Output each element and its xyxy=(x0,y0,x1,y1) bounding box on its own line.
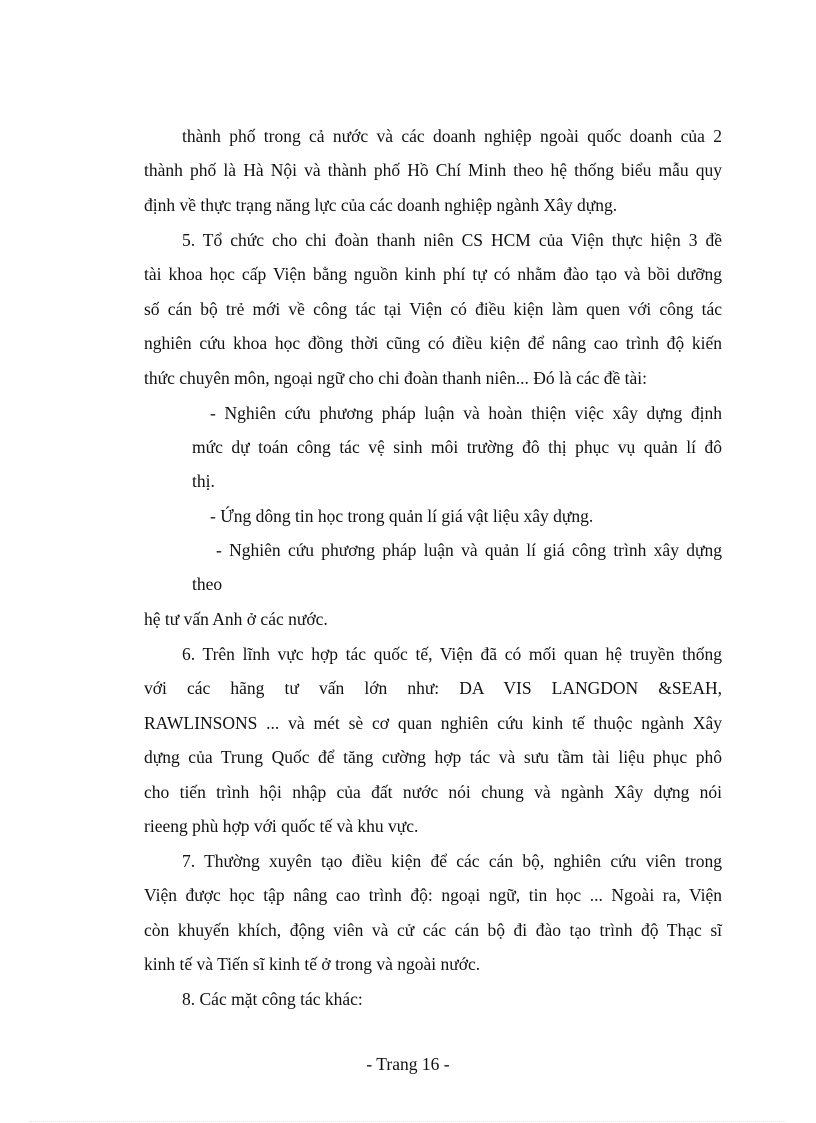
text-line: mức dự toán công tác vệ sinh môi trường đô thị phục vụ quản lí đô xyxy=(192,437,722,457)
text-line: 8. Các mặt công tác khác: xyxy=(182,989,363,1009)
text-line: tài khoa học cấp Viện bằng nguồn kinh phí tự có nhằm đào tạo và bồi dưỡng xyxy=(144,264,722,284)
text-line: thành phố trong cả nước và các doanh nghiệp ngoài quốc doanh của 2 xyxy=(182,126,722,146)
page-number-footer: - Trang 16 - xyxy=(366,1054,450,1074)
text-line: dựng của Trung Quốc để tăng cường hợp tác và sưu tầm tài liệu phục phô xyxy=(144,747,722,767)
text-line: thức chuyên môn, ngoại ngữ cho chi đoàn thanh niên... Đó là các đề tài: xyxy=(144,368,647,388)
text-line: còn khuyến khích, động viên và cử các cán bộ đi đào tạo trình độ Thạc sĩ xyxy=(144,920,722,940)
text-line: RAWLINSONS ... và mét sè cơ quan nghiên cứu kinh tế thuộc ngành Xây xyxy=(144,713,722,733)
text-line: thị. xyxy=(192,471,215,491)
text-line: - Nghiên cứu phương pháp luận và hoàn thiện việc xây dựng định xyxy=(210,403,722,423)
text-line: hệ tư vấn Anh ở các nước. xyxy=(144,609,328,629)
text-line: 6. Trên lĩnh vực hợp tác quốc tế, Viện đã có mối quan hệ truyền thống xyxy=(182,644,722,664)
page-bottom-rule xyxy=(30,1121,786,1122)
text-line: kinh tế và Tiến sĩ kinh tế ở trong và ngoài nước. xyxy=(144,954,481,974)
text-line: - Nghiên cứu phương pháp luận và quản lí giá công trình xây dựng xyxy=(216,540,722,560)
text-line: - Ứng dông tin học trong quản lí giá vật liệu xây dựng. xyxy=(210,506,594,526)
text-line: định về thực trạng năng lực của các doanh nghiệp ngành Xây dựng. xyxy=(144,195,618,215)
text-line: số cán bộ trẻ mới về công tác tại Viện có điều kiện làm quen với công tác xyxy=(144,299,722,319)
text-line: 5. Tổ chức cho chi đoàn thanh niên CS HCM của Viện thực hiện 3 đề xyxy=(182,230,722,250)
text-line: theo xyxy=(192,574,223,594)
text-line: Viện được học tập nâng cao trình độ: ngoại ngữ, tin học ... Ngoài ra, Viện xyxy=(144,885,722,905)
text-line: cho tiến trình hội nhập của đất nước nói chung và ngành Xây dựng nói xyxy=(144,782,722,802)
text-line: 7. Thường xuyên tạo điều kiện để các cán bộ, nghiên cứu viên trong xyxy=(182,851,722,871)
text-line: rieeng phù hợp với quốc tế và khu vực. xyxy=(144,816,419,836)
text-line: thành phố là Hà Nội và thành phố Hồ Chí Minh theo hệ thống biểu mẫu quy xyxy=(144,160,722,180)
text-line: với các hãng tư vấn lớn như: DA VIS LANGDON &SEAH, xyxy=(144,678,722,698)
text-line: nghiên cứu khoa học đồng thời cũng có điều kiện để nâng cao trình độ kiến xyxy=(144,333,722,353)
